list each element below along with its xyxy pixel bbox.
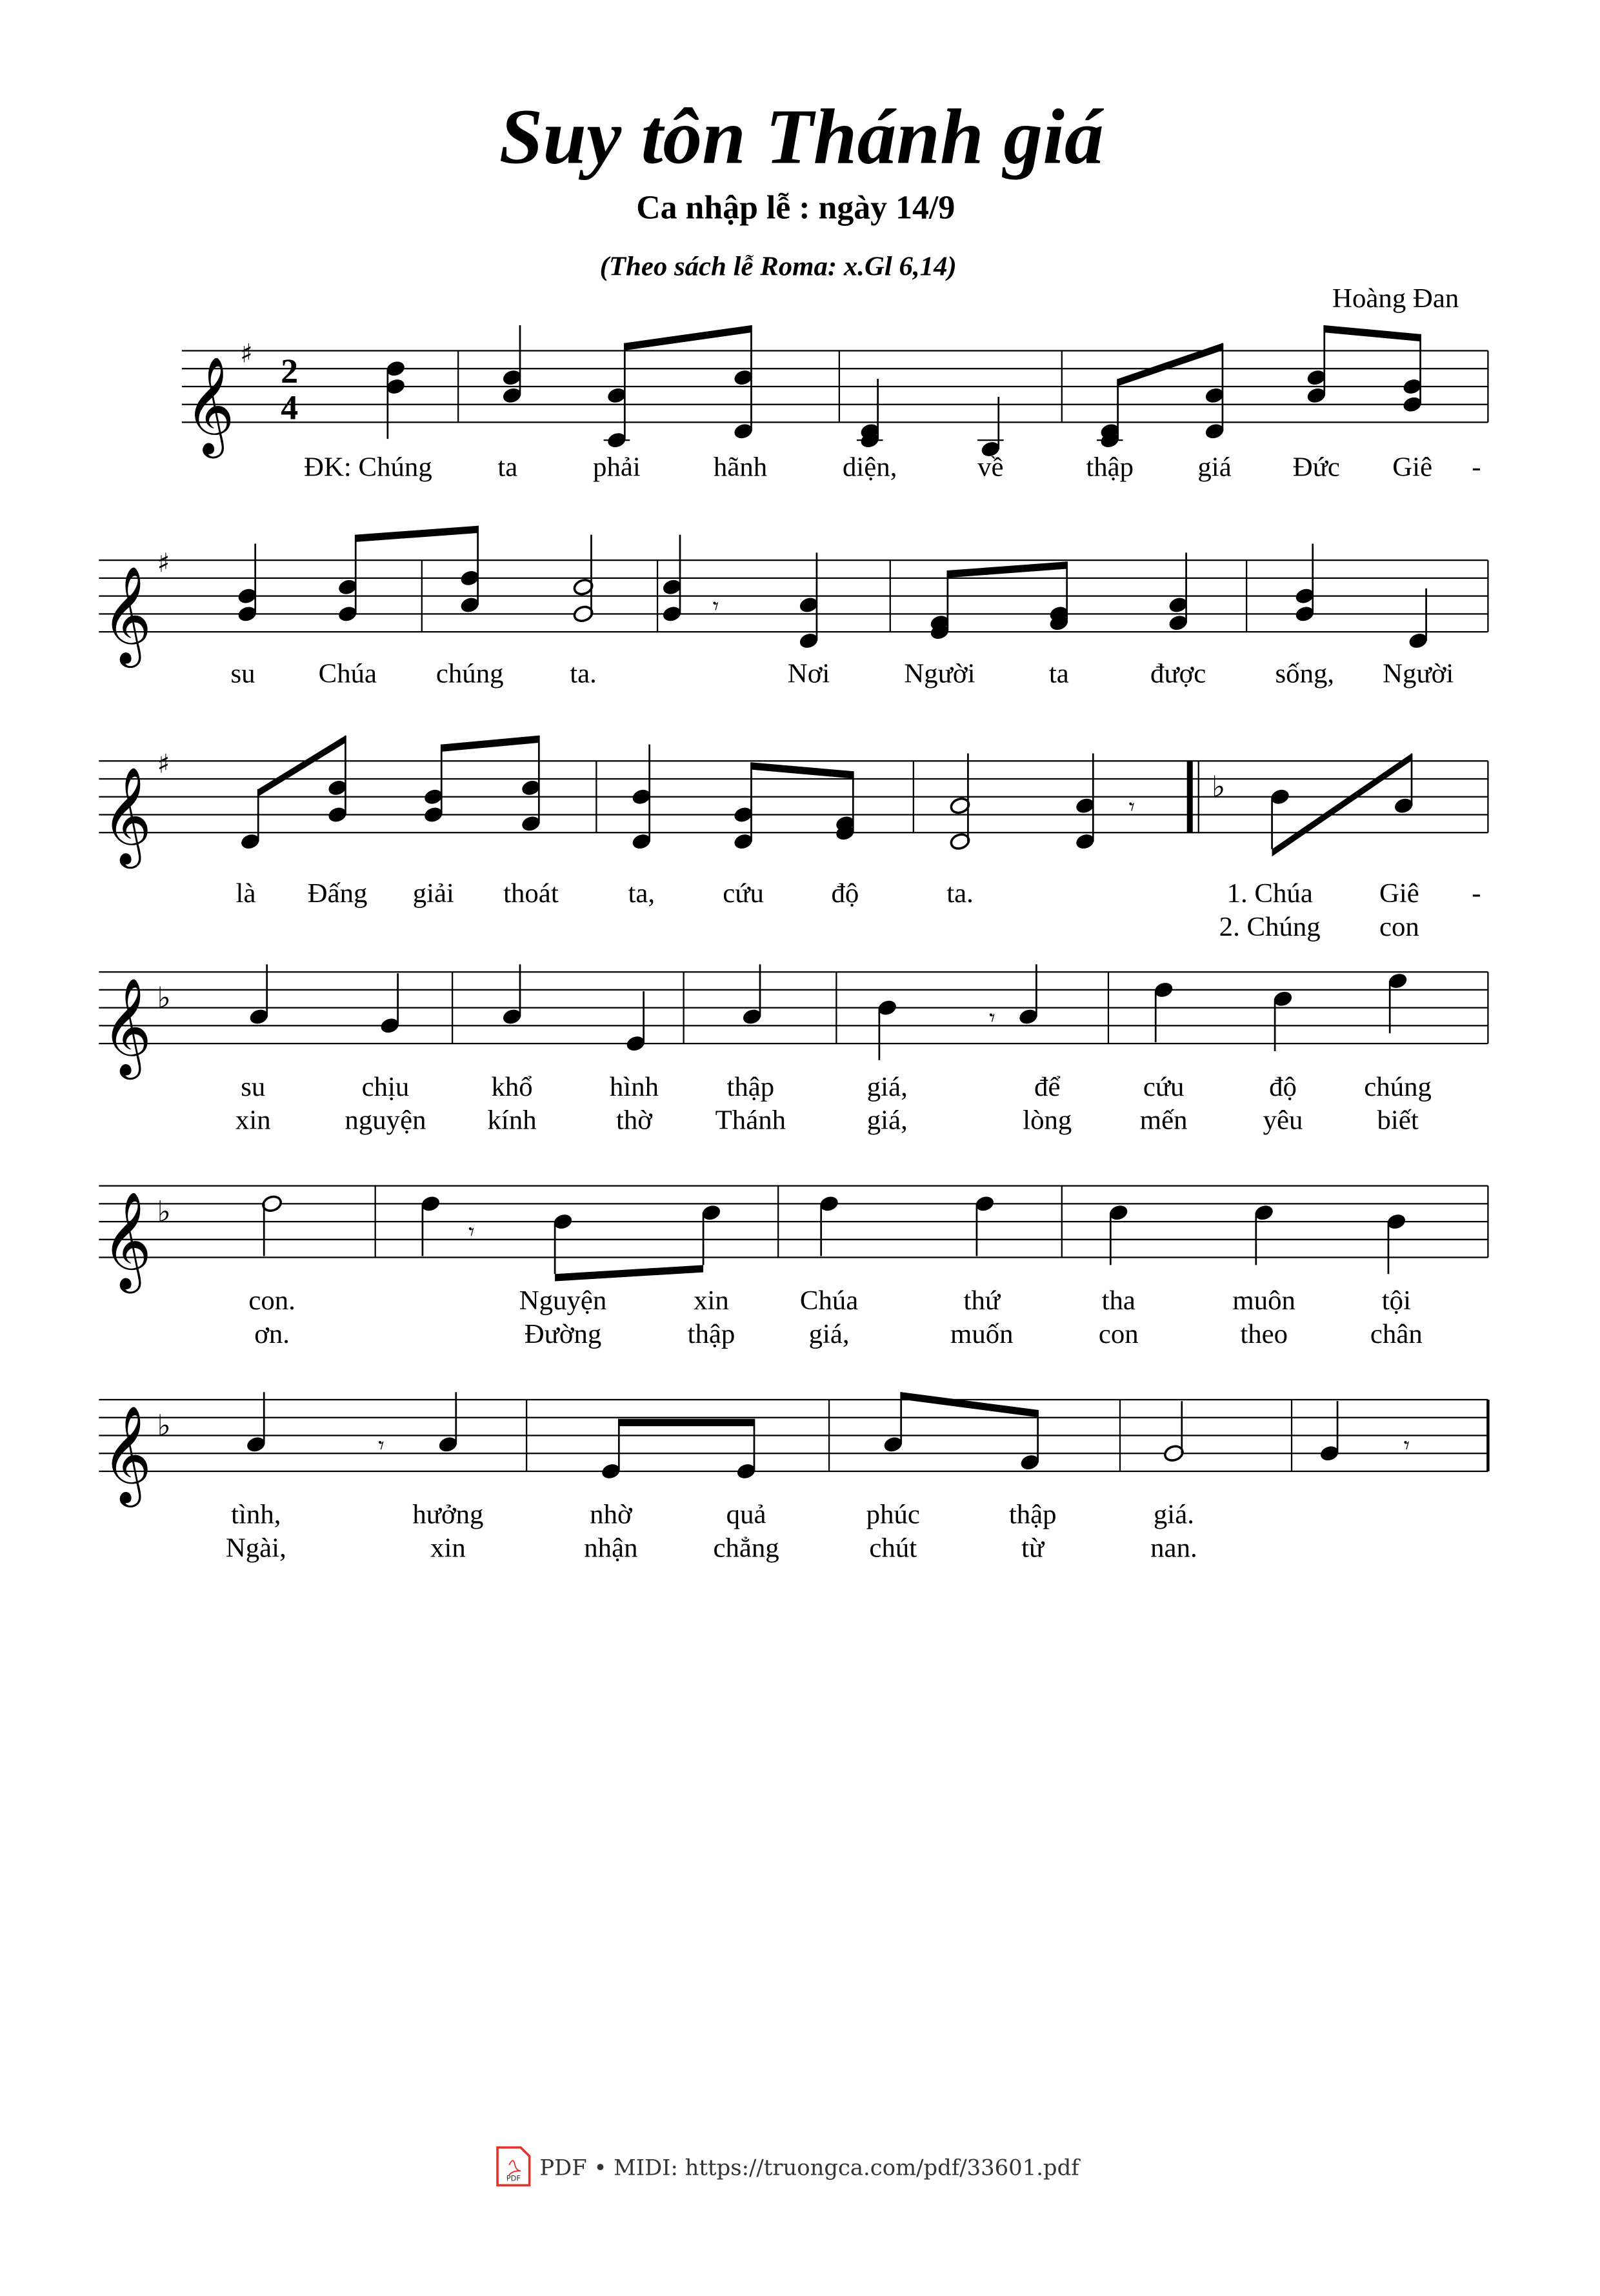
lyric-syllable: Nguyện xyxy=(519,1285,607,1316)
lyric-syllable: giá xyxy=(1197,452,1232,483)
treble-clef-icon: 𝄞 xyxy=(101,977,152,1076)
beam xyxy=(1118,343,1223,387)
eighth-rest-icon: 𝄾 xyxy=(989,1004,995,1032)
flat-key-icon: ♭ xyxy=(157,1194,171,1229)
lyric-syllable: con xyxy=(1098,1319,1139,1350)
sharp-key-icon: ♯ xyxy=(240,337,253,369)
lyric-syllable: 2. Chúng xyxy=(1219,911,1321,942)
lyric-syllable: nguyện xyxy=(345,1105,426,1136)
lyric-syllable: chúng xyxy=(1364,1071,1432,1102)
lyric-syllable: Giê xyxy=(1379,878,1419,909)
lyric-syllable: mến xyxy=(1139,1105,1188,1136)
staff-system xyxy=(99,1186,1488,1294)
treble-clef-icon: 𝄞 xyxy=(101,1404,152,1503)
beam xyxy=(441,736,539,752)
eighth-rest-icon: 𝄾 xyxy=(468,1218,475,1245)
lyric-syllable: ta. xyxy=(946,878,974,909)
lyric-syllable: - xyxy=(1472,878,1481,909)
treble-clef-icon: 𝄞 xyxy=(101,565,152,664)
beam xyxy=(901,1392,1038,1417)
lyric-syllable: thập xyxy=(726,1071,775,1102)
lyric-syllable: ta. xyxy=(570,658,597,689)
eighth-rest-icon: 𝄾 xyxy=(378,1432,385,1460)
lyric-syllable: tha xyxy=(1101,1285,1135,1316)
lyric-syllable: muốn xyxy=(950,1319,1014,1350)
lyric-syllable: xin xyxy=(235,1105,271,1136)
footer-link[interactable] xyxy=(497,2148,1081,2186)
lyric-syllable: nhận xyxy=(584,1533,638,1564)
footer-text[interactable]: PDF • MIDI: https://truongca.com/pdf/33601.pdf xyxy=(539,2155,1079,2180)
lyric-syllable: thập xyxy=(1008,1499,1057,1530)
eighth-rest-icon: 𝄾 xyxy=(712,592,719,620)
lyric-syllable: lòng xyxy=(1023,1105,1072,1136)
lyric-syllable: ta xyxy=(497,452,518,483)
eighth-rest-icon: 𝄾 xyxy=(1128,793,1135,821)
staff-system xyxy=(182,325,1488,459)
staff-system xyxy=(99,964,1488,1080)
beam xyxy=(555,1265,703,1281)
lyric-syllable: giá, xyxy=(808,1319,850,1350)
lyric-syllable: Chúa xyxy=(318,658,377,689)
staff-system xyxy=(99,526,1488,668)
lyric-syllable: - xyxy=(1472,452,1481,483)
lyric-syllable: thập xyxy=(1086,452,1134,483)
flat-key-icon: ♭ xyxy=(157,1408,171,1443)
lyric-syllable: chẳng xyxy=(713,1533,779,1564)
pdf-icon xyxy=(497,2148,530,2186)
song-title: Suy tôn Thánh giá xyxy=(499,94,1104,181)
beam xyxy=(1325,325,1421,341)
lyric-syllable: chút xyxy=(869,1533,917,1564)
lyric-syllable: con xyxy=(1379,911,1419,942)
lyric-syllable: muôn xyxy=(1232,1285,1295,1316)
lyric-syllable: phải xyxy=(593,452,641,483)
lyric-syllable: sống, xyxy=(1275,658,1335,689)
lyric-syllable: Giê xyxy=(1392,452,1433,483)
lyric-syllable: giá, xyxy=(866,1071,908,1102)
staff-system xyxy=(99,736,1488,869)
beam xyxy=(948,561,1067,578)
lyric-syllable: độ xyxy=(1269,1071,1297,1102)
svg-text:PDF: PDF xyxy=(506,2174,521,2183)
time-signature-bottom: 4 xyxy=(281,388,299,427)
beam xyxy=(751,762,853,778)
lyric-syllable: yêu xyxy=(1263,1105,1303,1136)
lyric-syllable: ĐK: Chúng xyxy=(304,452,432,483)
song-subtitle: Ca nhập lễ : ngày 14/9 xyxy=(636,189,955,227)
lyric-syllable: hãnh xyxy=(713,452,768,483)
sharp-key-icon: ♯ xyxy=(157,547,170,579)
lyric-syllable: khổ xyxy=(491,1071,533,1102)
lyric-syllable: chúng xyxy=(435,658,504,689)
lyric-syllable: kính xyxy=(487,1105,537,1136)
staff-system xyxy=(99,1392,1488,1507)
beam xyxy=(1272,753,1412,856)
lyric-syllable: nhờ xyxy=(590,1499,632,1530)
treble-clef-icon: 𝄞 xyxy=(101,766,152,865)
lyric-syllable: giá, xyxy=(866,1105,908,1136)
lyric-syllable: Thánh xyxy=(715,1105,786,1136)
lyric-syllable: độ xyxy=(831,878,859,909)
lyric-syllable: Chúa xyxy=(799,1285,859,1316)
lyric-syllable: Đức xyxy=(1292,452,1340,483)
lyric-syllable: Nơi xyxy=(787,658,830,689)
lyric-syllable: 1. Chúa xyxy=(1226,878,1313,909)
lyric-syllable: ta, xyxy=(628,878,655,909)
sharp-key-icon: ♯ xyxy=(157,748,170,780)
lyric-syllable: phúc xyxy=(866,1499,920,1530)
lyric-syllable: tội xyxy=(1381,1285,1411,1316)
lyric-syllable: được xyxy=(1150,658,1206,689)
lyric-syllable: nan. xyxy=(1150,1533,1197,1564)
lyric-syllable: Người xyxy=(1383,658,1454,689)
lyric-syllable: chịu xyxy=(361,1071,410,1102)
lyric-syllable: ta xyxy=(1048,658,1069,689)
eighth-rest-icon: 𝄾 xyxy=(1403,1432,1410,1460)
lyric-syllable: ơn. xyxy=(254,1319,290,1350)
lyric-syllable: về xyxy=(977,452,1004,483)
treble-clef-icon: 𝄞 xyxy=(185,356,235,454)
lyric-syllable: hình xyxy=(609,1071,659,1102)
lyric-syllable: Đường xyxy=(524,1319,602,1350)
song-source: (Theo sách lễ Roma: x.Gl 6,14) xyxy=(599,251,957,282)
lyric-syllable: xin xyxy=(694,1285,729,1316)
lyric-syllable: quả xyxy=(726,1499,766,1530)
lyric-syllable: tình, xyxy=(231,1499,281,1530)
beam xyxy=(625,325,751,350)
lyric-syllable: cứu xyxy=(1143,1071,1185,1102)
flat-key-icon: ♭ xyxy=(1212,769,1226,804)
lyric-syllable: thoát xyxy=(503,878,559,909)
lyric-syllable: cứu xyxy=(723,878,764,909)
lyric-syllable: xin xyxy=(430,1533,466,1564)
lyric-syllable: chân xyxy=(1370,1319,1423,1350)
time-signature-top: 2 xyxy=(281,352,299,391)
lyric-syllable: su xyxy=(241,1071,266,1102)
lyric-syllable: theo xyxy=(1240,1319,1288,1350)
lyric-syllable: su xyxy=(230,658,255,689)
lyric-syllable: Đấng xyxy=(307,878,368,909)
lyric-syllable: thập xyxy=(687,1319,735,1350)
lyric-syllable: giải xyxy=(412,878,454,909)
composer: Hoàng Đan xyxy=(1332,283,1459,314)
treble-clef-icon: 𝄞 xyxy=(101,1191,152,1289)
flat-key-icon: ♭ xyxy=(157,980,171,1015)
beam xyxy=(619,1419,754,1426)
lyric-syllable: con. xyxy=(248,1285,295,1316)
lyric-syllable: Người xyxy=(904,658,975,689)
lyric-syllable: giá. xyxy=(1153,1499,1194,1530)
beam xyxy=(355,526,477,542)
lyric-syllable: từ xyxy=(1021,1533,1045,1564)
lyric-syllable: là xyxy=(235,878,256,909)
lyric-syllable: diện, xyxy=(842,452,897,483)
lyric-syllable: biết xyxy=(1377,1105,1419,1136)
lyric-syllable: Ngài, xyxy=(225,1533,286,1564)
lyric-syllable: để xyxy=(1034,1071,1061,1102)
lyric-syllable: thứ xyxy=(963,1285,1001,1316)
lyric-syllable: thờ xyxy=(615,1105,652,1136)
lyric-syllable: hưởng xyxy=(412,1499,484,1530)
